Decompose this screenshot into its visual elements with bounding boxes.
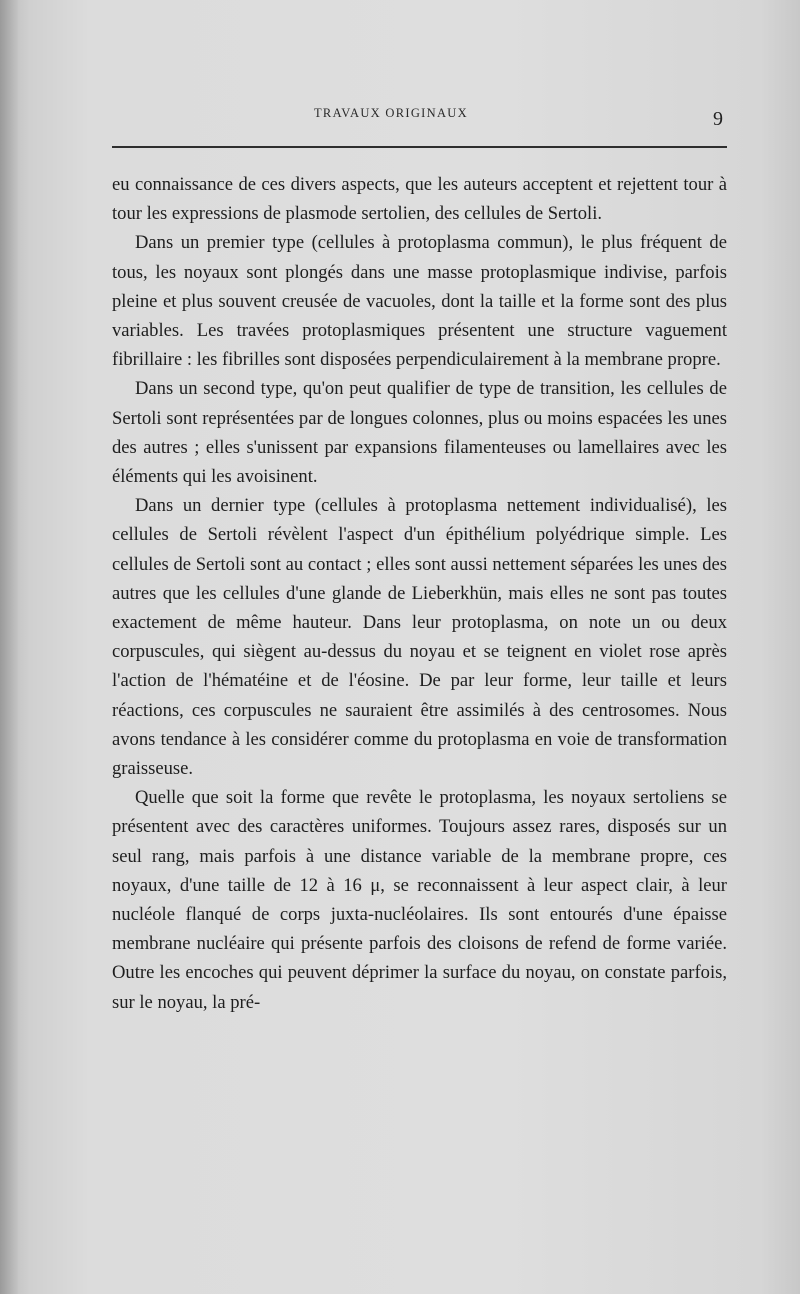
paragraph-3: Dans un second type, qu'on peut qualifier de type de transition, les cellules de Sertoli sont représentées par de longues colonnes, plus ou moins espacées les unes des autres ; elles s'unissent par expansions filamenteuses ou lamellaires avec les éléments qui les avoisinent. [112,378,727,488]
page-spine-shadow [0,0,18,1294]
body-text [112,170,727,1017]
paragraph-2: Dans un premier type (cellules à protoplasma commun), le plus fréquent de tous, les noyaux sont plongés dans une masse protoplasmique indivise, parfois pleine et plus souvent creusée de vacuoles, dont la taille et la forme sont des plus variables. Les travées protoplasmiques présentent une structure vaguement fibrillaire : les fibrilles sont disposées perpendiculairement à la membrane propre. [112,232,727,371]
page-number: 9 [713,108,723,130]
running-title: TRAVAUX ORIGINAUX [314,106,468,120]
header-rule [112,146,727,148]
paragraph-1: eu connaissance de ces divers aspects, que les auteurs acceptent et rejettent tour à tour les expressions de plasmode sertolien, des cellules de Sertoli. [112,174,727,225]
paragraph-5: Quelle que soit la forme que revête le protoplasma, les noyaux sertoliens se présentent avec des caractères uniformes. Toujours assez rares, disposés sur un seul rang, mais parfois à une distance variable de la membrane propre, ces noyaux, d'une taille de 12 à 16 μ, se reconnaissent à leur aspect clair, à leur nucléole flanqué de corps juxta-nucléolaires. Ils sont entourés d'une épaisse membrane nucléaire qui présente parfois des cloisons de refend de forme variée. Outre les encoches qui peuvent déprimer la surface du noyau, on constate parfois, sur le noyau, la pré- [112,787,727,1013]
paragraph-4: Dans un dernier type (cellules à protoplasma nettement individualisé), les cellules de Sertoli révèlent l'aspect d'un épithélium polyédrique simple. Les cellules de Sertoli sont au contact ; elles sont aussi nettement séparées les unes des autres que les cellules d'une glande de Lieberkhün, mais elles ne sont pas toutes exactement de même hauteur. Dans leur protoplasma, on note un ou deux corpuscules, qui siègent au-dessus du noyau et se teignent en violet rose après l'action de l'hématéine et de l'éosine. De par leur forme, leur taille et leurs réactions, ces corpuscules ne sauraient être assimilés à des centrosomes. Nous avons tendance à les considérer comme du protoplasma en voie de transformation graisseuse. [112,495,727,780]
